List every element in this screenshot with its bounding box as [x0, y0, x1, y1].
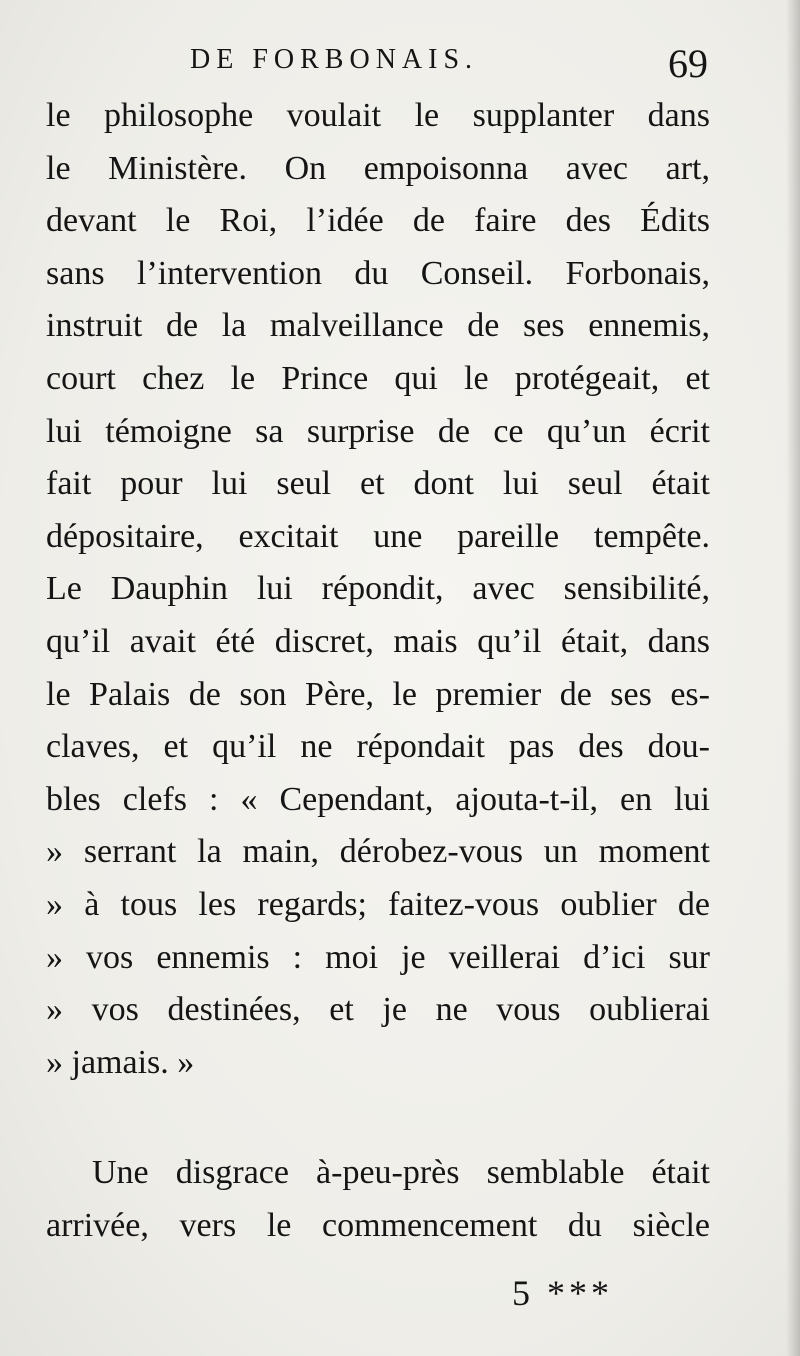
text-line: court chez le Prince qui le protégeait, et [46, 359, 710, 397]
text-line: Une disgrace à-peu-près semblable était [92, 1154, 710, 1192]
text-line: instruit de la malveillance de ses ennemis, [46, 307, 710, 345]
paragraph-gap [46, 1089, 710, 1147]
text-line: » à tous les regards; faitez-vous oublier de [46, 885, 710, 923]
body-text [46, 90, 710, 1252]
page-number: 69 [668, 41, 708, 86]
text-line: lui témoigne sa surprise de ce qu’un écrit [46, 412, 710, 450]
text-line: » vos destinées, et je ne vous oublierai [46, 991, 710, 1029]
text-line: bles clefs : « Cependant, ajouta-t-il, en lui [46, 780, 710, 818]
text-line: dépositaire, excitait une pareille tempête. [46, 517, 710, 555]
text-line: devant le Roi, l’idée de faire des Édits [46, 202, 710, 240]
signature-mark: 5 *** [512, 1273, 613, 1313]
text-line: arrivée, vers le commencement du siècle [46, 1206, 710, 1244]
running-head: DE FORBONAIS. [190, 44, 479, 75]
text-line: le philosophe voulait le supplanter dans [46, 97, 710, 134]
text-line: fait pour lui seul et dont lui seul était [46, 465, 710, 503]
text-line: » serrant la main, dérobez-vous un moment [46, 833, 710, 871]
text-line: sans l’intervention du Conseil. Forbonais, [46, 254, 710, 292]
text-line: le Ministère. On empoisonna avec art, [46, 149, 710, 187]
paragraph-2 [46, 1147, 710, 1252]
text-line: le Palais de son Père, le premier de ses es- [46, 675, 710, 713]
page-header [0, 41, 800, 94]
text-line: » vos ennemis : moi je veillerai d’ici sur [46, 938, 710, 976]
text-line: claves, et qu’il ne répondait pas des dou- [46, 728, 710, 766]
page-edge-shadow [786, 0, 800, 1356]
text-line: Le Dauphin lui répondit, avec sensibilité, [46, 570, 710, 608]
text-line: » jamais. » [46, 1043, 195, 1081]
paragraph-1 [46, 90, 710, 1089]
text-line: qu’il avait été discret, mais qu’il était, dans [46, 622, 710, 660]
